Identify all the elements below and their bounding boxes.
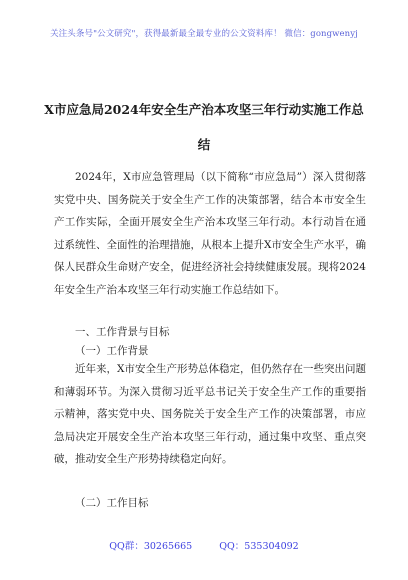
subsection-heading-goals: （二）工作目标 — [75, 497, 149, 509]
subsection-heading-background: （一）工作背景 — [75, 345, 149, 357]
footer-qq: QQ：535304092 — [219, 541, 299, 552]
document-title-line-2: 结 — [197, 137, 211, 152]
intro-paragraph: 2024年，X市应急管理局（以下简称“市应急局”）深入贯彻落实党中央、国务院关于安全生产工作的决策部署，结合本市安全生产工作实际，全面开展安全生产治本攻坚三年行动。本行动旨在通过系统性、全面性的治理措施，从根本上提升X市安全生产水平，确保人民群众生命财产安全，促进经济社会持续健康发展。现将2024年安全生产治本攻坚三年行动实施工作总结如下。 — [54, 171, 366, 296]
section-heading-background-goals: 一、工作背景与目标 — [75, 326, 170, 338]
document-title-line-1: X市应急局2024年安全生产治本攻坚三年行动实施工作总 — [44, 102, 364, 117]
header-banner: 关注头条号"公文研究"，获得最新最全最专业的公文资料库！ 微信：gongwenyj — [50, 29, 358, 39]
footer-contact — [0, 538, 408, 552]
footer-qq-group: QQ群：30265665 — [109, 541, 193, 552]
background-paragraph: 近年来，X市安全生产形势总体稳定，但仍然存在一些突出问题和薄弱环节。为深入贯彻习近平总书记关于安全生产工作的重要指示精神，落实党中央、国务院关于安全生产工作的决策部署，市应急局决定开展安全生产治本攻坚三年行动，通过集中攻坚、重点突破，推动安全生产形势持续稳定向好。 — [54, 363, 366, 465]
